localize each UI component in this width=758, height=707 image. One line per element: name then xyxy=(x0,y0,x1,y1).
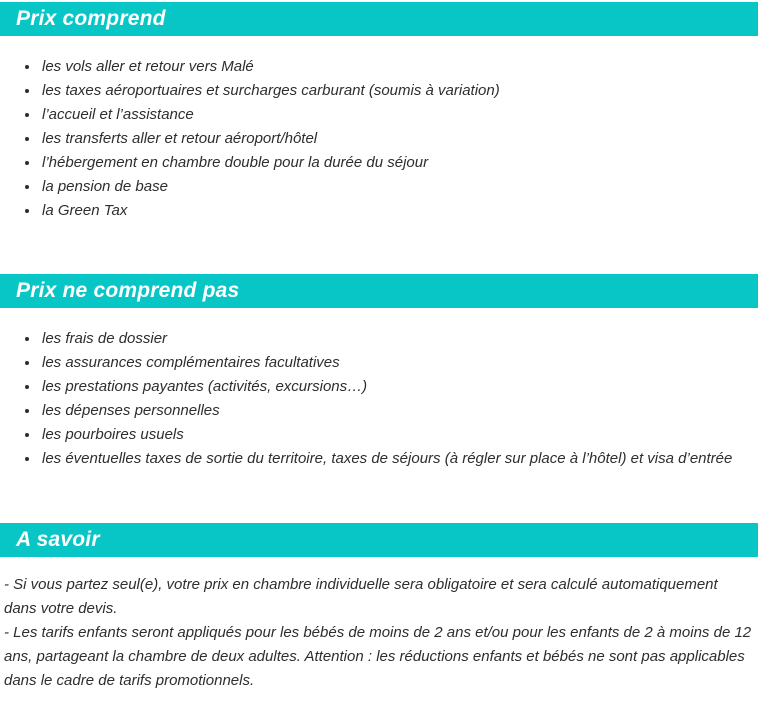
note-paragraph: - Les tarifs enfants seront appliqués pour les bébés de moins de 2 ans et/ou pour les enfants de 2 à moins de 12 ans, partageant la chambre de deux adultes. Attention : les réductions enfants et bébés ne sont pas applicables dans le cadre de tarifs promotionnels. xyxy=(4,624,752,689)
a-savoir-notes xyxy=(0,573,758,693)
included-item: • l’hébergement en chambre double pour la durée du séjour xyxy=(40,151,758,175)
prix-comprend-list xyxy=(10,55,758,223)
section-title-a-savoir: A savoir xyxy=(0,523,758,557)
section-a-savoir xyxy=(0,523,758,693)
included-item: • la pension de base xyxy=(40,175,758,199)
section-prix-ne-comprend-pas xyxy=(0,274,758,471)
section-title-prix-comprend: Prix comprend xyxy=(0,2,758,36)
included-item: • l’accueil et l’assistance xyxy=(40,103,758,127)
included-item: • les transferts aller et retour aéroport/hôtel xyxy=(40,127,758,151)
excluded-item: • les prestations payantes (activités, excursions…) xyxy=(40,375,758,399)
excluded-item: • les pourboires usuels xyxy=(40,423,758,447)
section-title-prix-ne-comprend-pas: Prix ne comprend pas xyxy=(0,274,758,308)
included-item: • les taxes aéroportuaires et surcharges carburant (soumis à variation) xyxy=(40,79,758,103)
excluded-item: • les frais de dossier xyxy=(40,327,758,351)
included-item: • la Green Tax xyxy=(40,199,758,223)
section-prix-comprend xyxy=(0,2,758,223)
included-item: • les vols aller et retour vers Malé xyxy=(40,55,758,79)
excluded-item: • les assurances complémentaires facultatives xyxy=(40,351,758,375)
excluded-item: • les dépenses personnelles xyxy=(40,399,758,423)
prix-ne-comprend-pas-list xyxy=(10,327,758,471)
note-paragraph: - Si vous partez seul(e), votre prix en chambre individuelle sera obligatoire et sera calculé automatiquement dans votre devis. xyxy=(4,576,718,617)
excluded-item: • les éventuelles taxes de sortie du territoire, taxes de séjours (à régler sur place à l’hôtel) et visa d’entrée xyxy=(40,447,758,471)
